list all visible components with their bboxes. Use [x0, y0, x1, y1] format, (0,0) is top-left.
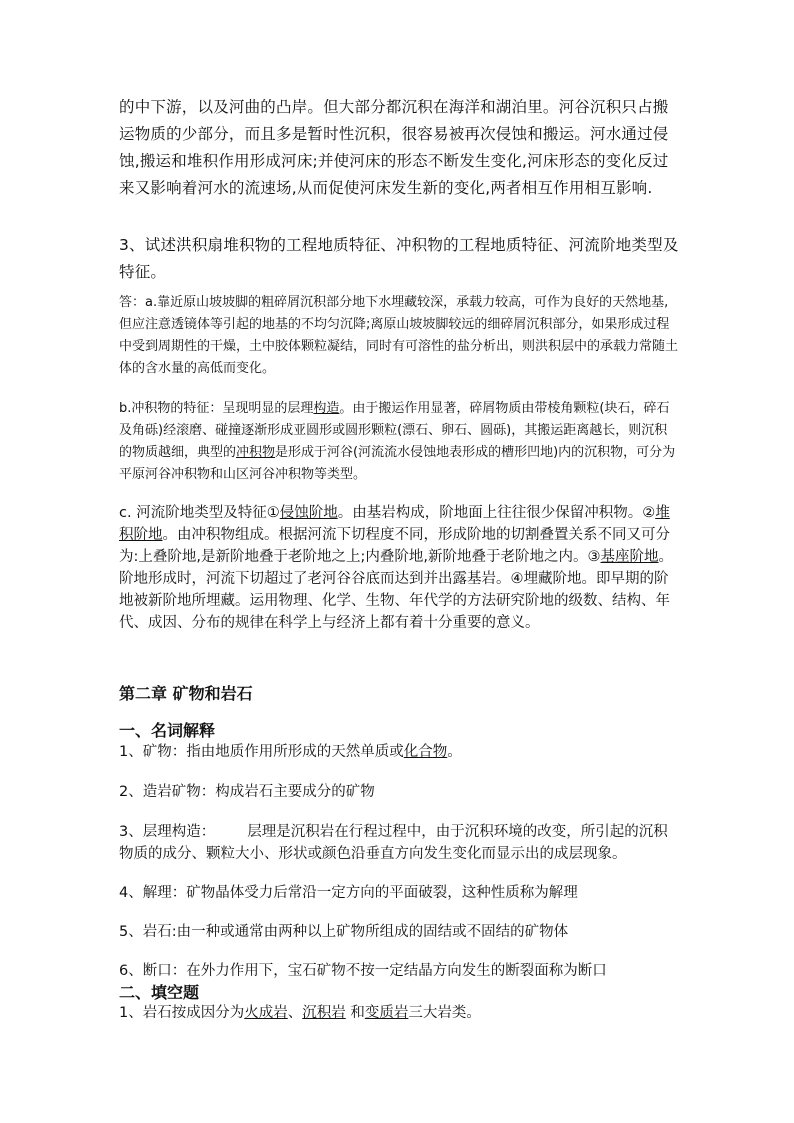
- definition-mineral-text-1: 1、矿物：指由地质作用所形成的天然单质或: [119, 744, 404, 760]
- definition-mineral-text-2: 。: [447, 744, 462, 760]
- answer-b-term-alluvium: 冲积物: [236, 445, 276, 460]
- fill-in-text-2: 、: [287, 1005, 303, 1021]
- answer-c-term-pedestal-terrace: 基座阶地: [600, 549, 659, 565]
- answer-c-text-1: c. 河流阶地类型及特征①: [119, 505, 280, 521]
- fill-in-text-1: 1、岩石按成因分为: [119, 1005, 245, 1021]
- answer-b: [119, 398, 679, 486]
- answer-c-term-erosion-terrace: 侵蚀阶地: [279, 505, 338, 521]
- answer-b-text-3: 是形成于河谷(河流流水侵蚀地表形成的槽形凹地)内的沉积物，可分为平原河谷冲积物和山区河谷冲积物等类型。: [119, 445, 676, 482]
- fill-in-answer-igneous: 火成岩: [244, 1005, 288, 1021]
- answer-a: 答：a.靠近原山坡坡脚的粗碎屑沉积部分地下水埋藏较深，承载力较高，可作为良好的天然地基,但应注意透镜体等引起的地基的不均匀沉降;离原山坡坡脚较远的细碎屑沉积部分，如果形成过程中受到周期性的干燥，土中胶体颗粒凝结，同时有可溶性的盐分析出，则洪积层中的承载力常随土体的含水量的高低而变化。: [119, 295, 679, 376]
- section-title-definitions: 一、名词解释: [119, 721, 216, 740]
- definition-mineral-term: 化合物: [403, 744, 448, 760]
- answer-c-text-4: 。阶地形成时，河流下切超过了老河谷谷底而达到并出露基岩。④埋藏阶地。即早期的阶地被新阶地所埋藏。运用物理、化学、生物、年代学的方法研究阶地的级数、结构、年代、成因、分布的规律在科学上与经济上都有着十分重要的意义。: [119, 549, 673, 631]
- section-title-fill-in: 二、填空题: [119, 983, 200, 1002]
- answer-c: [119, 502, 679, 634]
- answer-b-text-2: 。由于搬运作用显著，碎屑物质由带棱角颗粒(块石，碎石及角砾)经滚磨、碰撞逐渐形成亚圆形或圆形颗粒(漂石、卵石、圆砾)，其搬运距离越长，则沉积的物质越细，典型的: [119, 401, 670, 460]
- definition-mineral: [119, 741, 679, 763]
- answer-c-text-3: 。由冲积物组成。根据河流下切程度不同，形成阶地的切割叠置关系不同又可分为:上叠阶地,是新阶地叠于老阶地之上;内叠阶地,新阶地叠于老阶地之内。③: [119, 527, 670, 565]
- fill-in-answer-metamorphic: 变质岩: [364, 1005, 409, 1021]
- fill-in-answer-sedimentary: 沉积岩: [302, 1005, 346, 1021]
- fill-in-text-4: 三大岩类。: [408, 1005, 481, 1021]
- answer-c-term-accumulation-terrace: 堆积阶地: [119, 505, 670, 543]
- definition-cleavage: 4、解理：矿物晶体受力后常沿一定方向的平面破裂，这种性质称为解理: [119, 885, 578, 901]
- definition-bedding-text: 层理是沉积岩在行程过程中，由于沉积环境的改变，所引起的沉积物质的成分、颗粒大小、形状或颜色沿垂直方向发生变化而显示出的成层现象。: [119, 824, 668, 862]
- question-3: 3、试述洪积扇堆积物的工程地质特征、冲积物的工程地质特征、河流阶地类型及特征。: [119, 236, 679, 281]
- answer-b-term-structure: 构造: [313, 401, 340, 416]
- intro-paragraph: 的中下游，以及河曲的凸岸。但大部分都沉积在海洋和湖泊里。河谷沉积只占搬运物质的少部分，而且多是暂时性沉积，很容易被再次侵蚀和搬运。河水通过侵蚀,搬运和堆积作用形成河床;并使河床的形态不断发生变化,河床形态的变化反过来又影响着河水的流速场,从而促使河床发生新的变化,两者相互作用相互影响.: [119, 98, 669, 197]
- definition-bedding-label: 3、层理构造：: [119, 824, 216, 840]
- fill-in-text-3: 和: [345, 1005, 365, 1021]
- chapter-title: 第二章 矿物和岩石: [119, 684, 253, 703]
- definition-rock: 5、岩石:由一种或通常由两种以上矿物所组成的固结或不固结的矿物体: [119, 924, 569, 940]
- definition-fracture: 6、断口：在外力作用下，宝石矿物不按一定结晶方向发生的断裂面称为断口: [119, 963, 607, 979]
- answer-c-text-2: 。由基岩构成，阶地面上往往很少保留冲积物。②: [337, 505, 656, 521]
- definition-bedding-structure: [119, 821, 679, 865]
- definition-rock-forming-mineral: 2、造岩矿物：构成岩石主要成分的矿物: [119, 784, 375, 800]
- fill-in-rock-types: [119, 1002, 679, 1024]
- answer-b-text-1: b.冲积物的特征：呈现明显的层理: [119, 401, 314, 416]
